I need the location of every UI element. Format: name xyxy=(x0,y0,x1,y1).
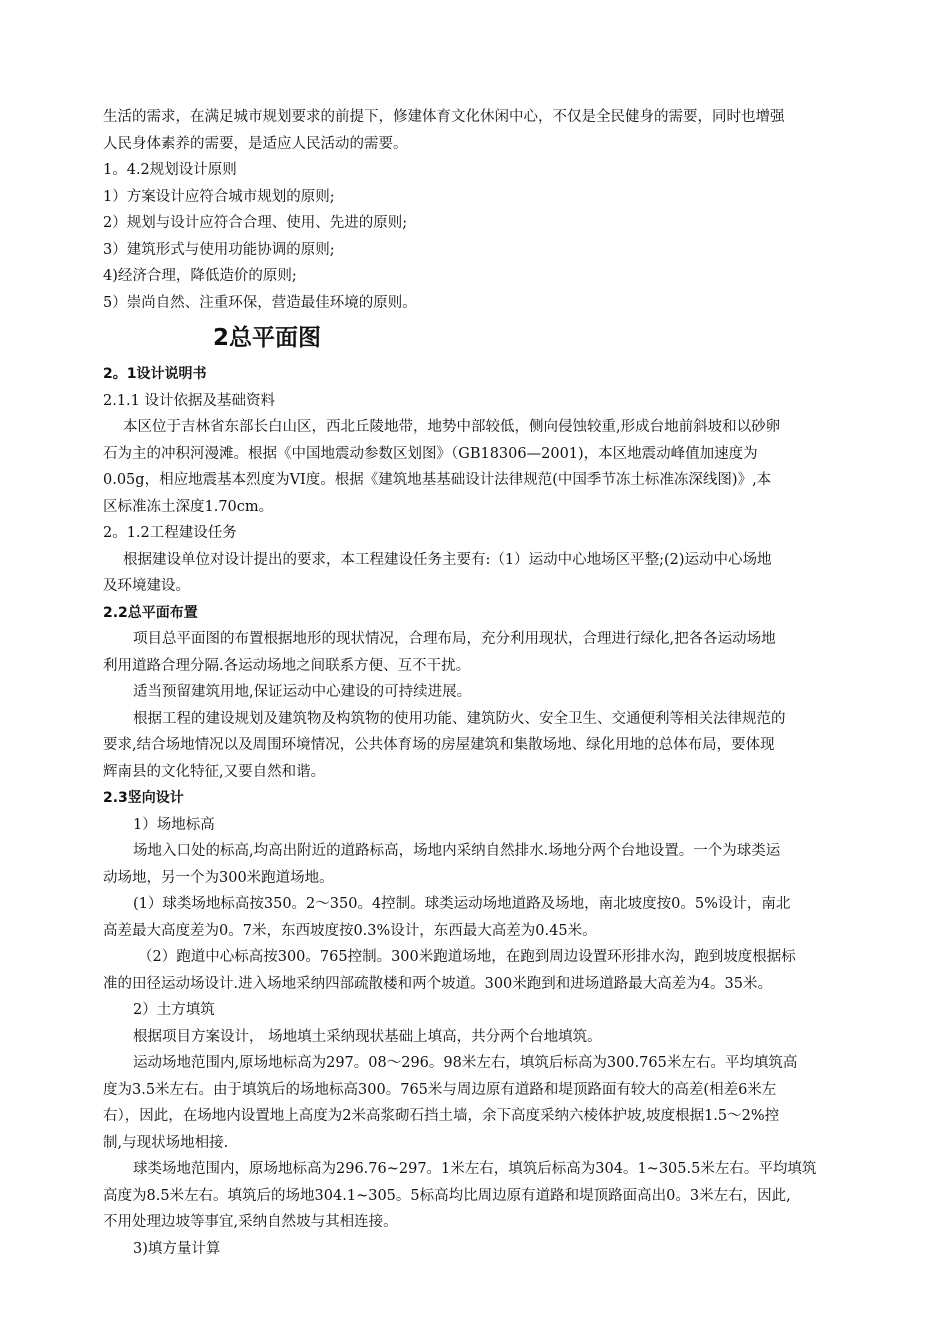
body-line: 要求,结合场地情况以及周围环境情况，公共体育场的房屋建筑和集散场地、绿化用地的总体布局，要体现 xyxy=(103,737,775,753)
subsection-heading: 2）土方填筑 xyxy=(133,1002,215,1018)
section-heading: 2.2总平面布置 xyxy=(103,605,198,621)
body-line: 及环境建设。 xyxy=(103,578,190,594)
body-line: 根据项目方案设计， 场地填土采纳现状基础上填高，共分两个台地填筑。 xyxy=(133,1029,602,1045)
body-line: 区标准冻土深度1.70cm。 xyxy=(103,499,274,515)
body-line: 准的田径运动场设计.进入场地采纳四部疏散楼和两个坡道。300米跑到和进场道路最大高差为4。35米。 xyxy=(103,976,772,992)
body-line: 利用道路合理分隔.各运动场地之间联系方便、互不干扰。 xyxy=(103,658,471,674)
list-item: 4)经济合理，降低造价的原则; xyxy=(103,268,297,284)
body-line: 不用处理边坡等事宜,采纳自然坡与其相连接。 xyxy=(103,1214,398,1230)
list-item: 5）崇尚自然、注重环保，营造最佳环境的原则。 xyxy=(103,295,417,311)
body-line: 度为3.5米左右。由于填筑后的场地标高300。765米与周边原有道路和堤顶路面有较大的高差(相差6米左 xyxy=(103,1082,777,1098)
section-heading: 2.3竖向设计 xyxy=(103,790,184,806)
list-item: 1）方案设计应符合城市规划的原则; xyxy=(103,189,335,205)
list-item: 2）规划与设计应符合合理、使用、先进的原则; xyxy=(103,215,408,231)
body-line: 右），因此，在场地内设置地上高度为2米高浆砌石挡土墙，余下高度采纳六棱体护坡,坡度根据1.5～2%控 xyxy=(103,1108,780,1124)
chapter-title: 2总平面图 xyxy=(213,325,322,351)
body-line: 球类场地范围内，原场地标高为296.76~297。1米左右，填筑后标高为304。1~305.5米左右。平均填筑 xyxy=(133,1161,817,1177)
body-line: 动场地，另一个为300米跑道场地。 xyxy=(103,870,334,886)
list-item: 3）建筑形式与使用功能协调的原则; xyxy=(103,242,335,258)
body-line: 高差最大高度差为0。7米，东西坡度按0.3%设计，东西最大高差为0.45米。 xyxy=(103,923,597,939)
section-heading: 2。1设计说明书 xyxy=(103,366,207,382)
body-line: 运动场地范围内,原场地标高为297。08～296。98米左右，填筑后标高为300.765米左右。平均填筑高 xyxy=(133,1055,798,1071)
subsection-heading: 2。1.2工程建设任务 xyxy=(103,525,237,541)
body-line: (1）球类场地标高按350。2～350。4控制。球类运动场地道路及场地，南北坡度按0。5%设计，南北 xyxy=(133,896,791,912)
subsection-heading: 3)填方量计算 xyxy=(133,1241,221,1257)
body-line: 人民身体素养的需要，是适应人民活动的需要。 xyxy=(103,136,408,152)
body-line: 高度为8.5米左右。填筑后的场地304.1~305。5标高均比周边原有道路和堤顶路面高出0。3米左右，因此, xyxy=(103,1188,791,1204)
body-line: 制,与现状场地相接. xyxy=(103,1135,229,1151)
subsection-heading: 2.1.1 设计依据及基础资料 xyxy=(103,393,276,409)
body-line: 本区位于吉林省东部长白山区，西北丘陵地带，地势中部较低，侧向侵蚀较重,形成台地前斜坡和以砂卵 xyxy=(123,419,781,435)
body-line: 0.05g，相应地震基本烈度为VI度。根据《建筑地基基础设计法律规范(中国季节冻土标准冻深线图)》,本 xyxy=(103,472,772,488)
subsection-heading: 1）场地标高 xyxy=(133,817,215,833)
body-line: 生活的需求，在满足城市规划要求的前提下，修建体育文化休闲中心，不仅是全民健身的需要，同时也增强 xyxy=(103,109,785,125)
body-line: 项目总平面图的布置根据地形的现状情况，合理布局，充分利用现状，合理进行绿化,把各各运动场地 xyxy=(133,631,776,647)
body-line: 辉南县的文化特征,又要自然和谐。 xyxy=(103,764,326,780)
body-line: 适当预留建筑用地,保证运动中心建设的可持续进展。 xyxy=(133,684,472,700)
section-heading: 1。4.2规划设计原则 xyxy=(103,162,237,178)
body-line: 根据建设单位对设计提出的要求，本工程建设任务主要有:（1）运动中心地场区平整;(2)运动中心场地 xyxy=(123,552,772,568)
body-line: 根据工程的建设规划及建筑物及构筑物的使用功能、建筑防火、安全卫生、交通便利等相关法律规范的 xyxy=(133,711,786,727)
body-line: 石为主的冲积河漫滩。根据《中国地震动参数区划图》（GB18306—2001)，本区地震动峰值加速度为 xyxy=(103,446,758,462)
body-line: （2）跑道中心标高按300。765控制。300米跑道场地，在跑到周边设置环形排水沟，跑到坡度根据标 xyxy=(138,949,796,965)
body-line: 场地入口处的标高,均高出附近的道路标高，场地内采纳自然排水.场地分两个台地设置。一个为球类运 xyxy=(133,843,781,859)
